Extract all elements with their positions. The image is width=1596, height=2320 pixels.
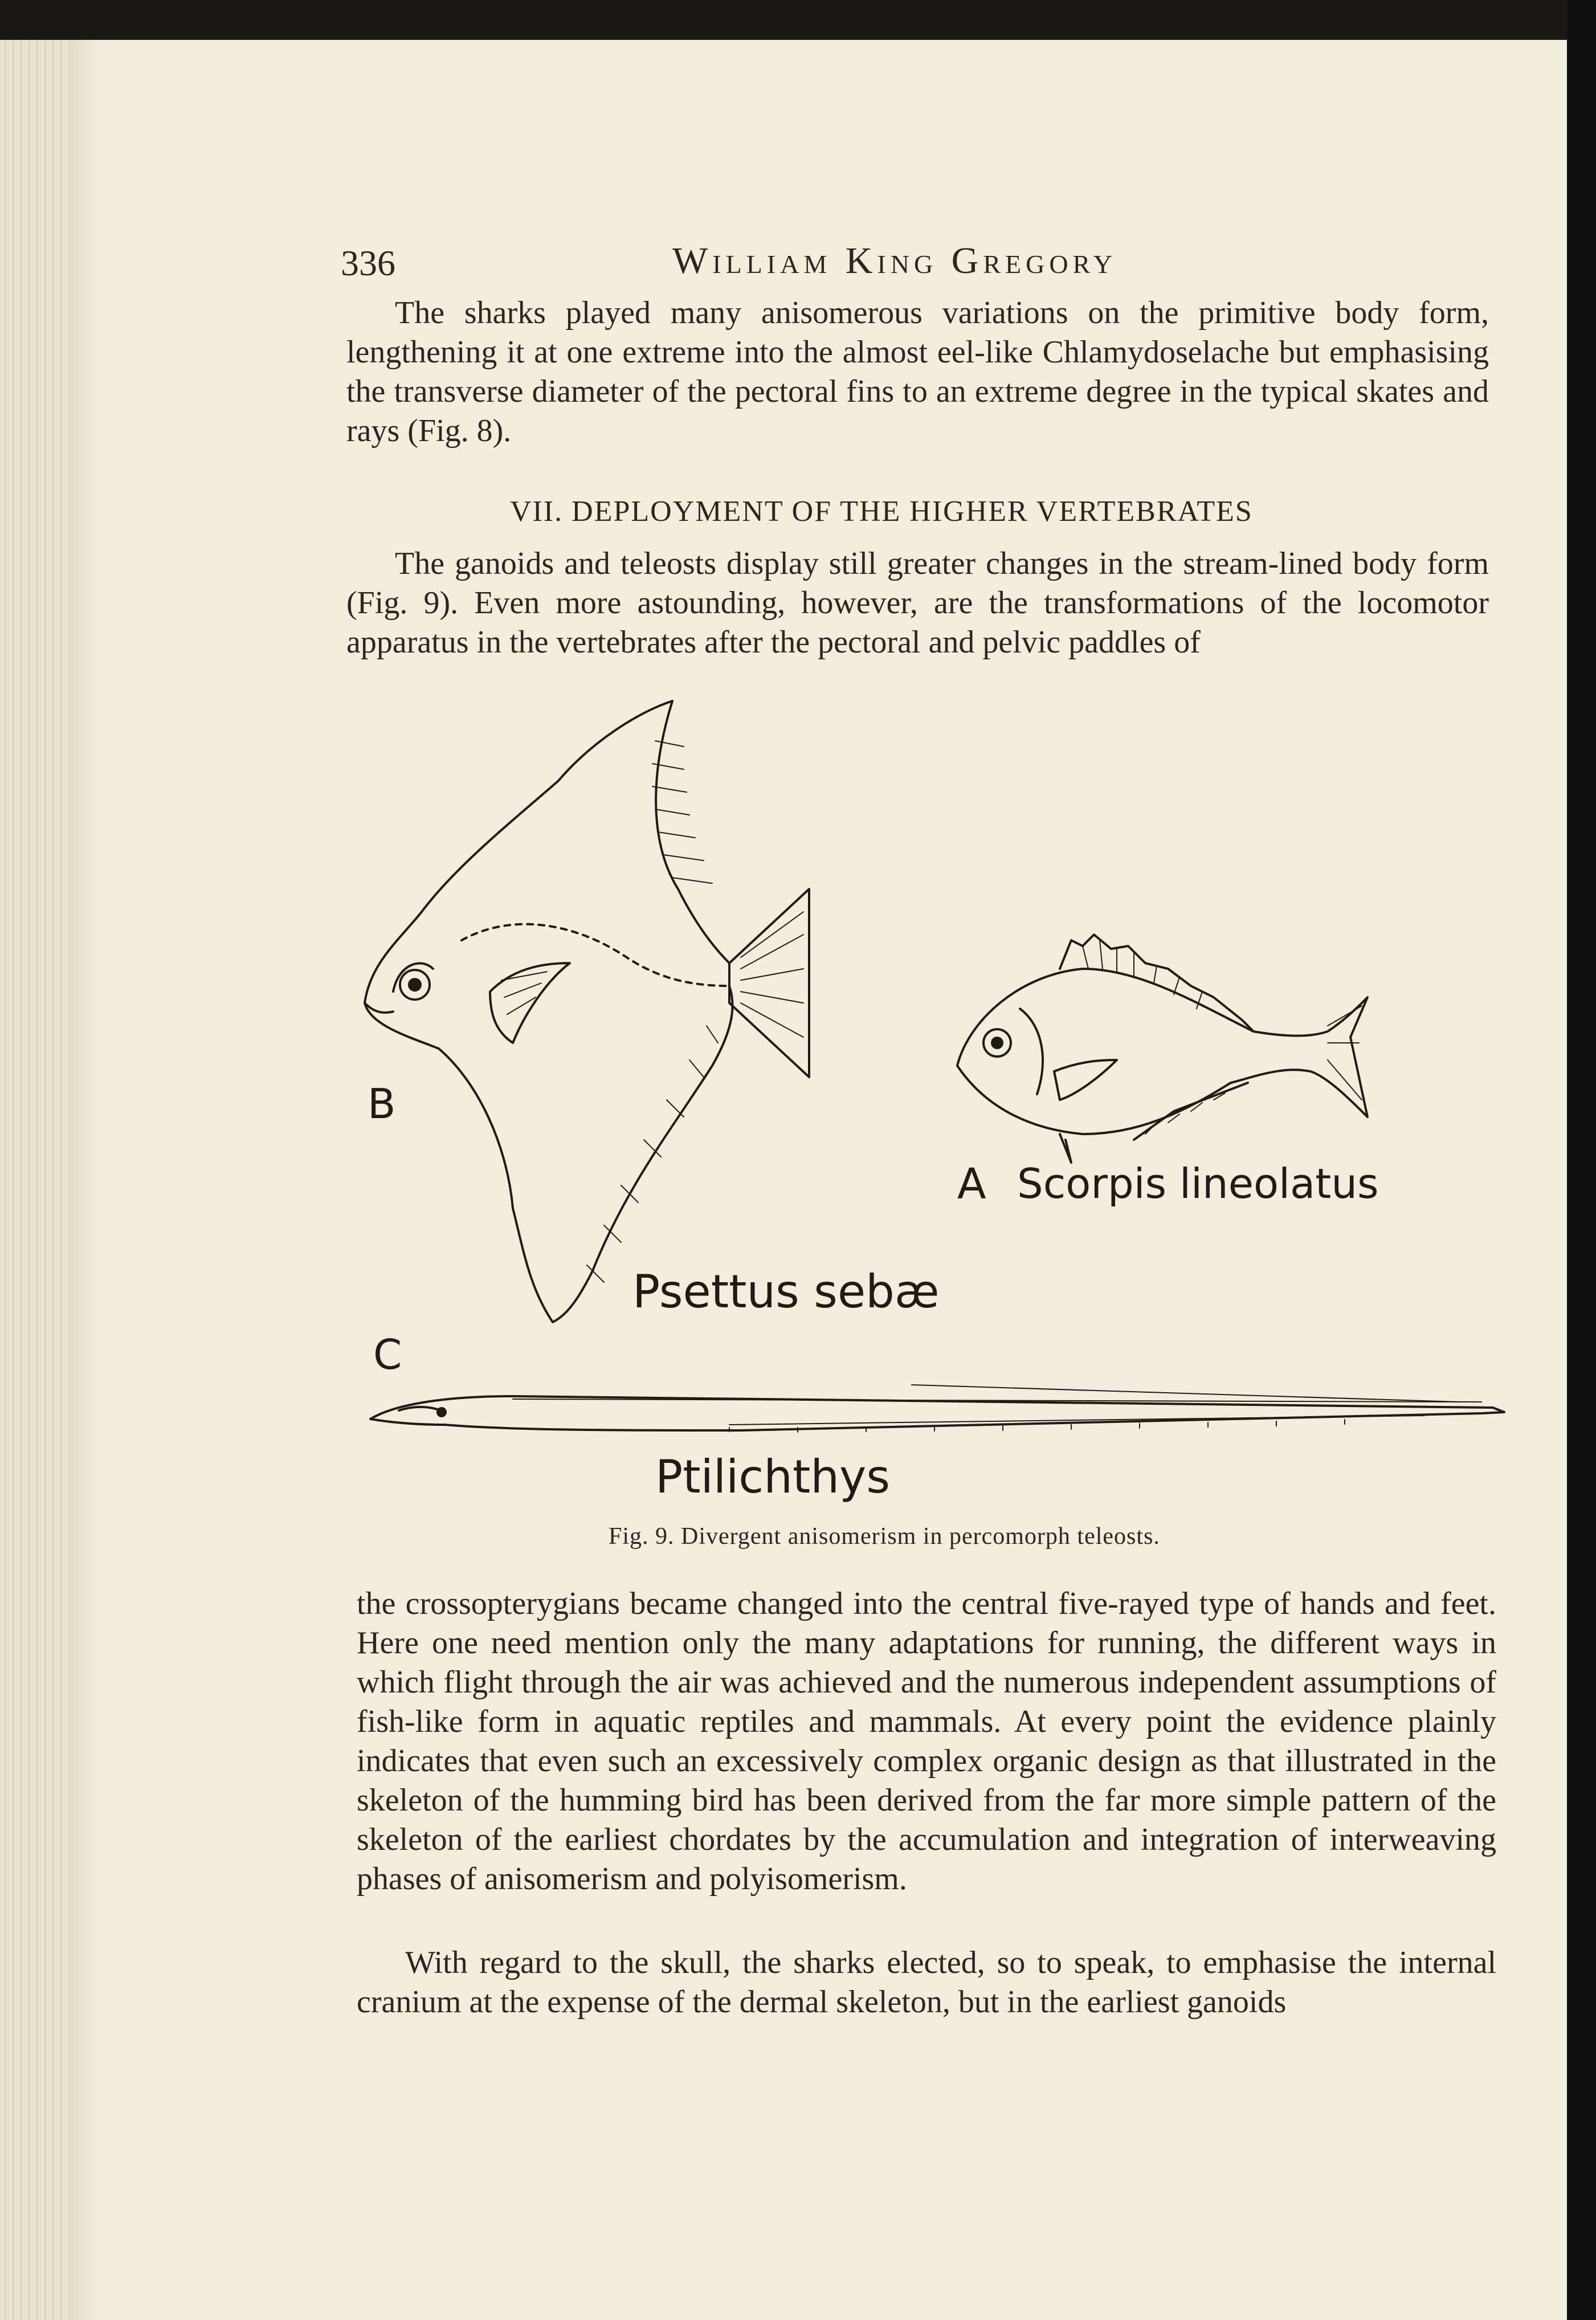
figure-label-c: C: [373, 1331, 402, 1379]
paragraph-sharks: The sharks played many anisomerous variations on the primitive body form, lengthening it at one extreme into the almost eel-like Chlamydoselache but emphasising the transverse diameter of the pectoral fins to an extreme degree in the typical skates and rays (Fig. 8).: [346, 295, 1489, 448]
figure-label-b: B: [368, 1080, 396, 1128]
paragraph-skull: With regard to the skull, the sharks elected, so to speak, to emphasise the internal cranium at the expense of the dermal skeleton, but in the earliest ganoids: [357, 1945, 1496, 2020]
paragraph-ganoids: The ganoids and teleosts display still greater changes in the stream-lined body form (Fig. 9). Even more astounding, however, are the transformations of the locomotor apparatus in the vertebrates after the pectoral and pelvic paddles of: [346, 546, 1489, 660]
figure-label-a: A: [957, 1160, 986, 1209]
psettus-drawing: [365, 701, 809, 1322]
section-heading: VII. DEPLOYMENT OF THE HIGHER VERTEBRATES: [510, 495, 1253, 528]
species-name-psettus: Psettus sebæ: [632, 1265, 940, 1318]
scorpis-drawing: [957, 935, 1368, 1163]
figure-caption: Fig. 9. Divergent anisomerism in percomorph teleosts.: [609, 1523, 1160, 1550]
species-name-scorpis: Scorpis lineolatus: [1017, 1160, 1379, 1208]
page-number: 336: [341, 243, 395, 283]
running-head: William King Gregory: [672, 240, 1117, 282]
species-name-ptilichthys: Ptilichthys: [655, 1450, 891, 1503]
ptilichthys-drawing: [370, 1385, 1504, 1432]
paragraph-crossopterygians: the crossopterygians became changed into the central five-rayed type of hands and feet. Here one need mention only the many adaptations for running, the different ways in which flight through the air was achieved and the numerous independent assumptions of fish-like form in aquatic reptiles and mammals. At every point the evidence plainly indicates that even such an excessively complex organic design as that illustrated in the skeleton of the humming bird has been derived from the far more simple pattern of the skeleton of the earliest chordates by the accumulation and integration of interweaving phases of anisomerism and polyisomerism.: [357, 1586, 1496, 1897]
